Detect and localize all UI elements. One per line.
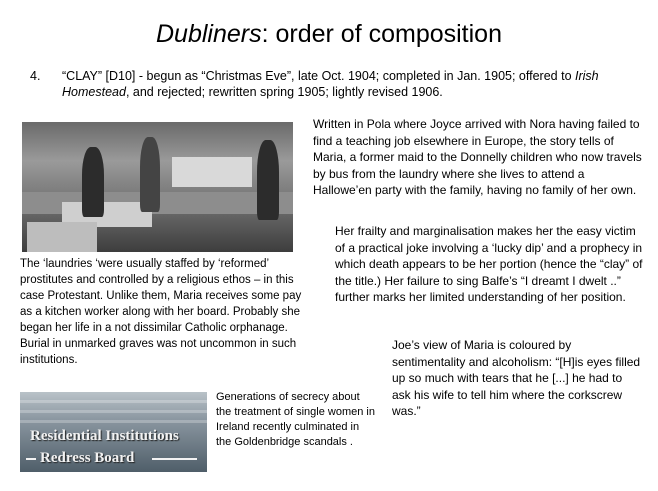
page-title bbox=[0, 20, 658, 49]
sign-line-1: Residential Institutions bbox=[30, 428, 179, 444]
paragraph-secrecy: Generations of secrecy about the treatment of single women in Ireland recently culminated in the Goldenbridge scandals . bbox=[216, 391, 375, 448]
paragraph-pola: Written in Pola where Joyce arrived with Nora having failed to find a teaching job elsewhere in Europe, the story tells of Maria, a former maid to the Donnelly children who now travels by bus from the laundry where she lives to attend a Hallowe’en party with the family, having no family of her own. bbox=[313, 117, 642, 197]
title-italic: Dubliners bbox=[155, 20, 262, 48]
item-number: 4. bbox=[30, 69, 41, 83]
title-rest: : order of composition bbox=[261, 20, 502, 48]
paragraph-laundries: The ‘laundries ‘were usually staffed by ‘reformed’ prostitutes and controlled by a religious ethos – in this case Protestant. Unlike them, Maria receives some pay as a kitchen worker along with her board. Probably she began her life in a not dissimilar Catholic orphanage. Burial in unmarked graves was not uncommon in such institutions. bbox=[20, 258, 302, 366]
item-text-part2: , and rejected; rewritten spring 1905; lightly revised 1906. bbox=[125, 85, 443, 99]
item-text-italic: Irish Homestead bbox=[62, 69, 599, 99]
redress-board-photo bbox=[20, 392, 207, 472]
laundry-photo bbox=[22, 122, 293, 252]
item-text bbox=[62, 68, 642, 100]
paragraph-frailty: Her frailty and marginalisation makes her the easy victim of a practical joke involving a ‘lucky dip’ and a prophecy in which death appears to be her portion (hence the “clay” of the title.) Her failure to sing Balfe’s “I dreamt I dwelt ..” further marks her limited understanding of her position. bbox=[335, 224, 643, 304]
sign-line-2: Redress Board bbox=[40, 450, 135, 466]
paragraph-joe: Joe’s view of Maria is coloured by sentimentality and alcoholism: “[H]is eyes filled up so much with tears that he [...] he had to ask his wife to tell him where the corkscrew was.” bbox=[392, 338, 641, 418]
item-text-part1: “CLAY” [D10] - begun as “Christmas Eve”, late Oct. 1904; completed in Jan. 1905; offered to bbox=[62, 69, 575, 83]
